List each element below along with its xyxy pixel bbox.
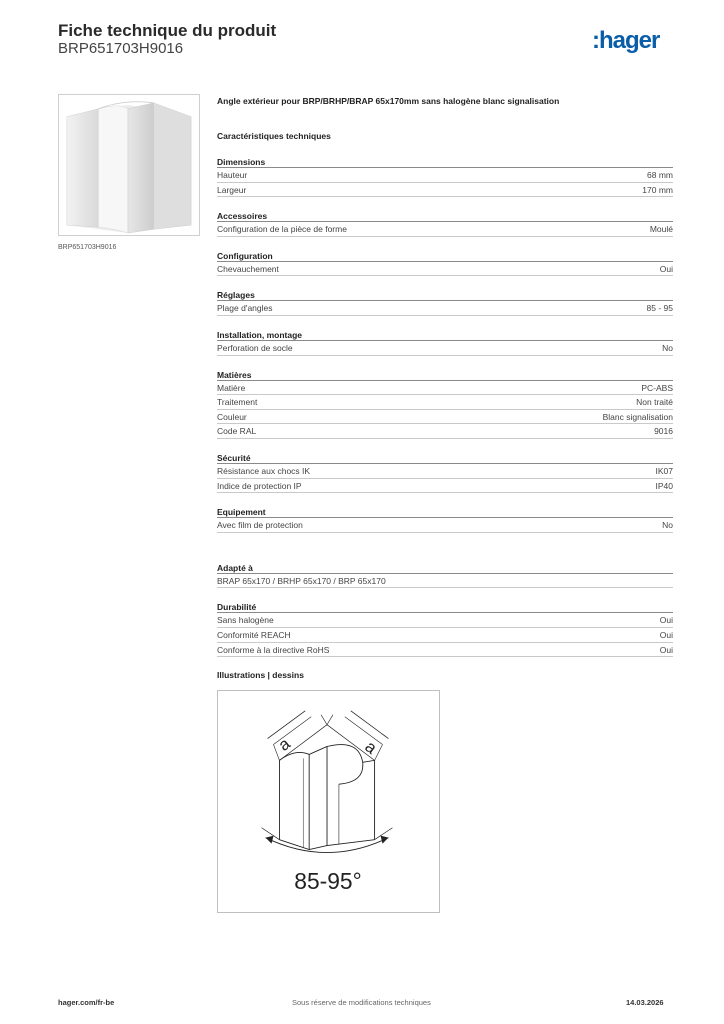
spec-label: Perforation de socle — [217, 342, 293, 353]
spec-label: Sans halogène — [217, 615, 274, 626]
spec-row — [217, 574, 673, 589]
spec-value: Blanc signalisation — [602, 411, 673, 422]
spec-label: BRAP 65x170 / BRHP 65x170 / BRP 65x170 — [217, 575, 386, 586]
spec-row — [217, 341, 673, 356]
spec-value: 170 mm — [642, 184, 673, 195]
spec-value: Oui — [659, 615, 673, 626]
technical-drawing — [217, 690, 440, 913]
illustrations-heading: Illustrations | dessins — [217, 670, 304, 680]
spec-row — [217, 262, 673, 277]
footer-date: 14.03.2026 — [626, 998, 664, 1007]
spec-label: Conforme à la directive RoHS — [217, 644, 330, 655]
section-reglages — [217, 289, 673, 316]
corner-drawing-icon — [218, 691, 439, 912]
spec-row — [217, 643, 673, 658]
section-securite — [217, 452, 673, 493]
section-title: Dimensions — [217, 156, 673, 168]
spec-value: IP40 — [655, 480, 673, 491]
section-configuration — [217, 250, 673, 277]
spec-label: Matière — [217, 382, 246, 393]
corner-piece-photo-icon — [59, 95, 199, 235]
spec-heading: Caractéristiques techniques — [217, 131, 331, 141]
photo-caption: BRP651703H9016 — [58, 244, 117, 251]
spec-row — [217, 479, 673, 494]
section-title: Installation, montage — [217, 329, 673, 341]
spec-label: Plage d'angles — [217, 303, 273, 314]
spec-value: No — [662, 342, 673, 353]
section-title: Durabilité — [217, 601, 673, 613]
section-title: Réglages — [217, 289, 673, 301]
spec-label: Couleur — [217, 411, 247, 422]
section-dimensions — [217, 156, 673, 197]
product-photo — [58, 94, 200, 236]
spec-label: Indice de protection IP — [217, 480, 302, 491]
dimension-a-right: a — [361, 736, 381, 758]
spec-value: Oui — [659, 629, 673, 640]
angle-range-label: 85-95° — [294, 868, 362, 895]
spec-value: 85 - 95 — [646, 303, 673, 314]
spec-row — [217, 628, 673, 643]
spec-value: Oui — [659, 263, 673, 274]
hager-logo — [592, 26, 674, 58]
product-description: Angle extérieur pour BRP/BRHP/BRAP 65x170mm sans halogène blanc signalisation — [217, 96, 560, 106]
spec-row — [217, 410, 673, 425]
section-title: Accessoires — [217, 210, 673, 222]
spec-label: Traitement — [217, 397, 258, 408]
spec-value: Non traité — [636, 397, 673, 408]
spec-label: Hauteur — [217, 170, 248, 180]
spec-row — [217, 301, 673, 316]
footer-website: hager.com/fr-be — [58, 998, 115, 1007]
spec-label: Avec film de protection — [217, 520, 303, 531]
spec-row — [217, 464, 673, 479]
spec-row — [217, 395, 673, 410]
spec-row — [217, 183, 673, 198]
svg-text::hager: :hager — [592, 27, 660, 54]
footer-notice: Sous réserve de modifications techniques — [292, 998, 431, 1007]
section-title: Sécurité — [217, 452, 673, 464]
section-title: Equipement — [217, 506, 673, 518]
spec-value: PC-ABS — [641, 382, 673, 393]
section-accessoires — [217, 210, 673, 237]
section-adapte — [217, 562, 673, 589]
spec-value: No — [662, 520, 673, 531]
spec-value: Moulé — [649, 224, 673, 235]
spec-row — [217, 613, 673, 628]
section-equipement — [217, 506, 673, 533]
spec-label: Code RAL — [217, 426, 257, 437]
spec-row — [217, 168, 673, 183]
section-title: Adapté à — [217, 562, 673, 574]
section-title: Matières — [217, 369, 673, 381]
spec-row — [217, 518, 673, 533]
spec-row — [217, 222, 673, 237]
spec-value: 9016 — [654, 426, 673, 437]
spec-value: Oui — [659, 644, 673, 655]
document-title: Fiche technique du produit — [58, 21, 277, 40]
spec-content — [217, 96, 673, 657]
spec-row — [217, 424, 673, 439]
section-title: Configuration — [217, 250, 673, 262]
spec-label: Résistance aux chocs IK — [217, 465, 311, 476]
dimension-a-left: a — [274, 734, 294, 755]
section-installation — [217, 329, 673, 356]
spec-value: 68 mm — [647, 170, 673, 180]
spec-label: Conformité REACH — [217, 629, 291, 640]
product-reference: BRP651703H9016 — [58, 40, 184, 57]
section-durabilite — [217, 601, 673, 657]
spec-row — [217, 381, 673, 396]
spec-value: IK07 — [655, 465, 673, 476]
spec-label: Largeur — [217, 184, 247, 195]
spec-label: Configuration de la pièce de forme — [217, 224, 347, 235]
section-matieres — [217, 369, 673, 439]
spec-label: Chevauchement — [217, 263, 279, 274]
